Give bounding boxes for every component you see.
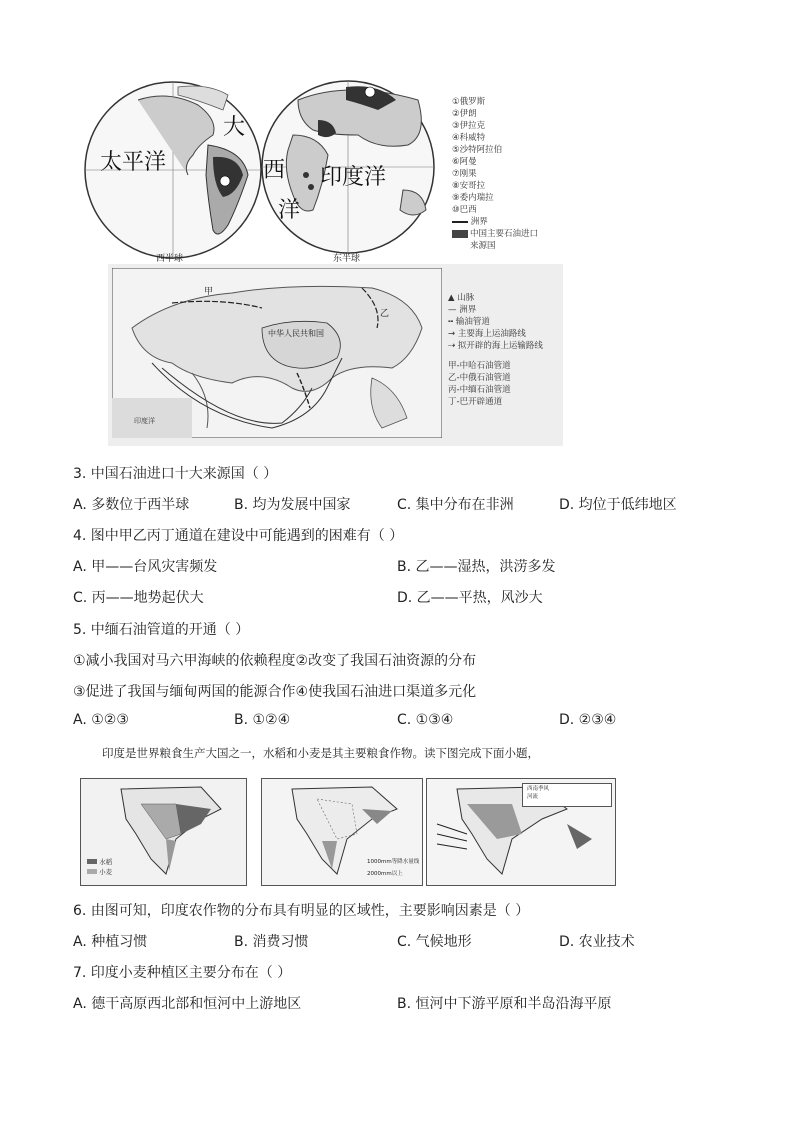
legend-label: 洲界	[459, 305, 477, 315]
route-desc: 丙-中缅石油管道	[448, 385, 511, 395]
hemisphere-legend	[452, 96, 552, 252]
m2-legend-1: 1000mm等降水量线	[367, 859, 420, 865]
q3-option-b[interactable]: B. 均为发展中国家	[234, 497, 351, 513]
pipeline-map	[112, 268, 442, 438]
q4-option-d[interactable]: D. 乙——平热，风沙大	[397, 590, 543, 606]
legend-item: ⑧安哥拉	[452, 181, 486, 191]
pipeline-legend	[448, 292, 563, 408]
q3-option-d[interactable]: D. 均位于低纬地区	[559, 497, 677, 513]
indian-ocean-label: 印度洋	[320, 165, 387, 190]
legend-label: 水稻	[99, 858, 113, 866]
q6-option-b[interactable]: B. 消费习惯	[234, 934, 309, 950]
legend-border-row: — 洲界	[448, 305, 477, 315]
legend-item: ⑤沙特阿拉伯	[452, 145, 503, 155]
m2-legend-2: 2000mm以上	[367, 871, 403, 877]
box-swatch	[452, 230, 468, 238]
line-swatch	[452, 221, 468, 223]
m1-legend-wheat	[87, 867, 112, 876]
legend-label: 小麦	[99, 868, 113, 876]
pipeline-map-figure	[108, 264, 563, 446]
q7-option-b[interactable]: B. 恒河中下游平原和半岛沿海平原	[397, 996, 612, 1012]
q4-option-a[interactable]: A. 甲——台风灾害频发	[73, 559, 218, 575]
intro-text: 印度是世界粮食生产大国之一，水稻和小麦是其主要粮食作物。读下图完成下面小题，	[102, 746, 539, 760]
india-map-3	[426, 778, 616, 886]
m3-legend-2: 河流	[527, 794, 539, 800]
east-hemisphere-caption: 东半球	[333, 254, 361, 264]
atlantic-label-da: 大	[223, 115, 246, 140]
m3-legend-1: 西南季风	[527, 786, 550, 792]
legend-mountain-row: ▲ 山脉	[448, 293, 475, 303]
question-3: 3. 中国石油进口十大来源国（ ）	[73, 466, 278, 482]
legend-line-row	[452, 216, 552, 228]
legend-item: ③伊拉克	[452, 121, 486, 131]
m1-legend-rice	[87, 857, 112, 866]
q3-option-a[interactable]: A. 多数位于西半球	[73, 497, 190, 513]
west-hemisphere-caption: 西半球	[156, 254, 184, 264]
india-map-1	[80, 778, 247, 886]
route-desc: 丁-巴开辟通道	[448, 397, 503, 407]
q6-option-c[interactable]: C. 气候地形	[397, 934, 472, 950]
q7-option-a[interactable]: A. 德干高原西北部和恒河中上游地区	[73, 996, 302, 1012]
legend-item: ②伊朗	[452, 109, 477, 119]
q5-option-b[interactable]: B. ①②④	[234, 712, 291, 728]
question-7: 7. 印度小麦种植区主要分布在（ ）	[73, 965, 292, 981]
q5-option-c[interactable]: C. ①③④	[397, 712, 454, 728]
legend-label: 拟开辟的海上运输路线	[457, 341, 543, 351]
legend-item: ⑩巴西	[452, 205, 477, 215]
q3-option-c[interactable]: C. 集中分布在非洲	[397, 497, 514, 513]
legend-label: 输油管道	[455, 317, 490, 327]
legend-new-route-row: ⇢ 拟开辟的海上运输路线	[448, 341, 543, 351]
legend-item: ①俄罗斯	[452, 97, 486, 107]
route-desc: 乙-中俄石油管道	[448, 373, 511, 383]
indian-label-yang: 洋	[278, 198, 301, 223]
china-label: 中华人民共和国	[268, 329, 324, 338]
pacific-label: 太平洋	[100, 150, 167, 175]
wheat-swatch	[87, 869, 97, 874]
svg-text:印度洋: 印度洋	[134, 417, 155, 425]
legend-sea-route-row: → 主要海上运油路线	[448, 329, 526, 339]
legend-item: ④科威特	[452, 133, 486, 143]
q4-option-b[interactable]: B. 乙——湿热，洪涝多发	[397, 559, 556, 575]
legend-pipeline-row: ╍ 输油管道	[448, 317, 490, 327]
legend-box-label: 中国主要石油进口来源国	[470, 229, 539, 251]
rice-swatch	[87, 859, 97, 864]
q6-option-d[interactable]: D. 农业技术	[559, 934, 635, 950]
legend-line-label: 洲界	[470, 217, 488, 227]
legend-label: 山脉	[457, 293, 475, 303]
route-yi-label: 乙	[380, 309, 390, 319]
india-map-2	[261, 778, 423, 886]
q4-option-c[interactable]: C. 丙——地势起伏大	[73, 590, 204, 606]
legend-item: ⑦刚果	[452, 169, 477, 179]
q5-option-a[interactable]: A. ①②③	[73, 712, 129, 728]
q6-option-a[interactable]: A. 种植习惯	[73, 934, 148, 950]
m3-legend-box	[522, 783, 612, 807]
question-5: 5. 中缅石油管道的开通（ ）	[73, 622, 250, 638]
legend-label: 主要海上运油路线	[457, 329, 526, 339]
question-6: 6. 由图可知，印度农作物的分布具有明显的区域性，主要影响因素是（ ）	[73, 903, 530, 919]
legend-item: ⑨委内瑞拉	[452, 193, 494, 203]
legend-box-row	[452, 228, 552, 252]
indian-label-xi: 西	[263, 158, 286, 183]
q5-statement-line: ①减小我国对马六甲海峡的依赖程度②改变了我国石油资源的分布	[73, 653, 477, 669]
route-jia-label: 甲	[204, 287, 214, 297]
q5-option-d[interactable]: D. ②③④	[559, 712, 617, 728]
route-desc: 甲-中哈石油管道	[448, 361, 511, 371]
legend-item: ⑥阿曼	[452, 157, 477, 167]
q5-statement-line: ③促进了我国与缅甸两国的能源合作④使我国石油进口渠道多元化	[73, 684, 477, 700]
question-4: 4. 图中甲乙丙丁通道在建设中可能遇到的困难有（ ）	[73, 528, 404, 544]
